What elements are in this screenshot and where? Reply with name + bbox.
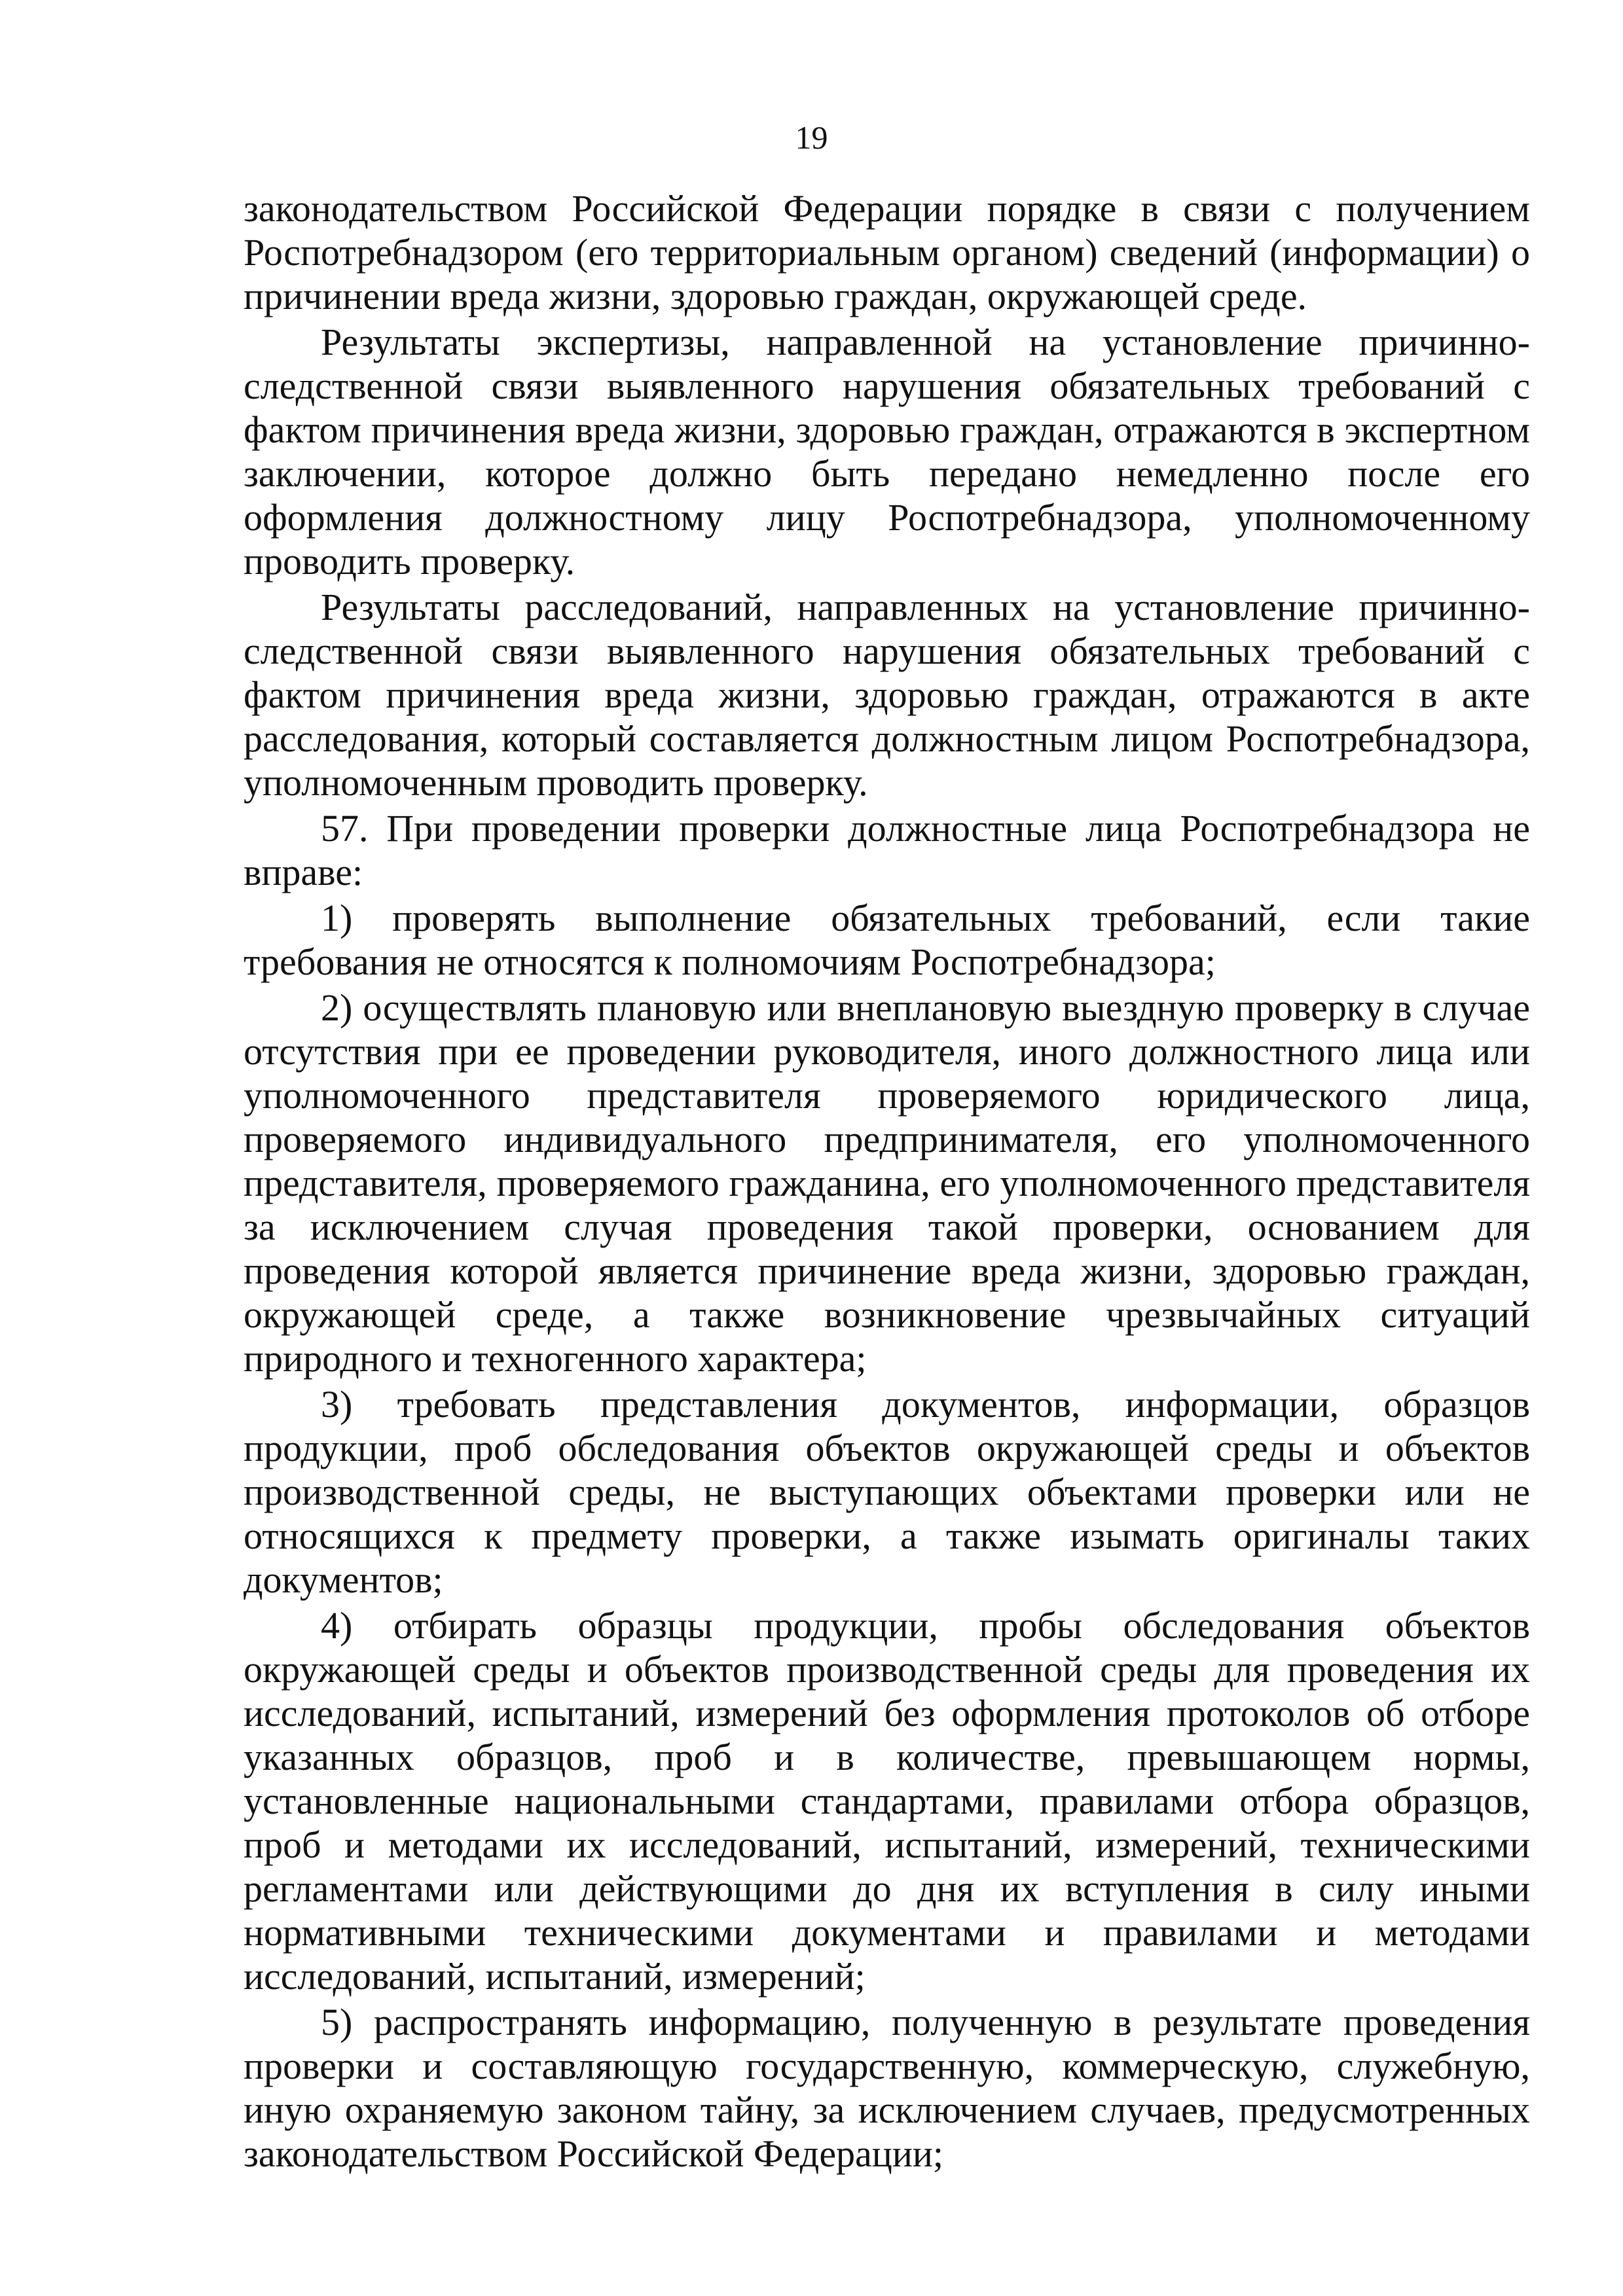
paragraph-clause-57: 57. При проведении проверки должностные лица Роспотребнадзора не вправе:	[244, 807, 1530, 893]
list-item-4: 4) отбирать образцы продукции, пробы обследования объектов окружающей среды и объектов производственной среды для проведения их исследований, испытаний, измерений без оформления протоколов об отборе указанных образцов, проб и в количестве, превышающем нормы, установленные национальными стандартами, правилами отбора образцов, проб и методами их исследований, испытаний, измерений, техническими регламентами или действующими до дня их вступления в силу иными нормативными техническими документами и правилами и методами исследований, испытаний, измерений;	[244, 1604, 1530, 1998]
list-item-2: 2) осуществлять плановую или внеплановую выездную проверку в случае отсутствия при ее проведении руководителя, иного должностного лица или уполномоченного представителя проверяемого юридического лица, проверяемого индивидуального предпринимателя, его уполномоченного представителя, проверяемого гражданина, его уполномоченного представителя за исключением случая проведения такой проверки, основанием для проведения которой является причинение вреда жизни, здоровью граждан, окружающей среде, а также возникновение чрезвычайных ситуаций природного и техногенного характера;	[244, 986, 1530, 1380]
paragraph-continuation: законодательством Российской Федерации порядке в связи с получением Роспотребнадзором (его территориальным органом) сведений (информации) о причинении вреда жизни, здоровью граждан, окружающей среде.	[244, 187, 1530, 317]
list-item-3: 3) требовать представления документов, информации, образцов продукции, проб обследования объектов окружающей среды и объектов производственной среды, не выступающих объектами проверки или не относящихся к предмету проверки, а также изымать оригиналы таких документов;	[244, 1383, 1530, 1601]
list-item-1: 1) проверять выполнение обязательных требований, если такие требования не относятся к полномочиям Роспотребнадзора;	[244, 897, 1530, 983]
page-number: 19	[795, 119, 828, 156]
document-body	[244, 187, 1530, 2176]
paragraph-investigation-results: Результаты расследований, направленных на установление причинно-следственной связи выявленного нарушения обязательных требований с фактом причинения вреда жизни, здоровью граждан, отражаются в акте расследования, который составляется должностным лицом Роспотребнадзора, уполномоченным проводить проверку.	[244, 586, 1530, 804]
paragraph-expertise-results: Результаты экспертизы, направленной на установление причинно-следственной связи выявленного нарушения обязательных требований с фактом причинения вреда жизни, здоровью граждан, отражаются в экспертном заключении, которое должно быть передано немедленно после его оформления должностному лицу Роспотребнадзора, уполномоченному проводить проверку.	[244, 321, 1530, 583]
list-item-5: 5) распространять информацию, полученную в результате проведения проверки и составляющую государственную, коммерческую, служебную, иную охраняемую законом тайну, за исключением случаев, предусмотренных законодательством Российской Федерации;	[244, 2001, 1530, 2175]
